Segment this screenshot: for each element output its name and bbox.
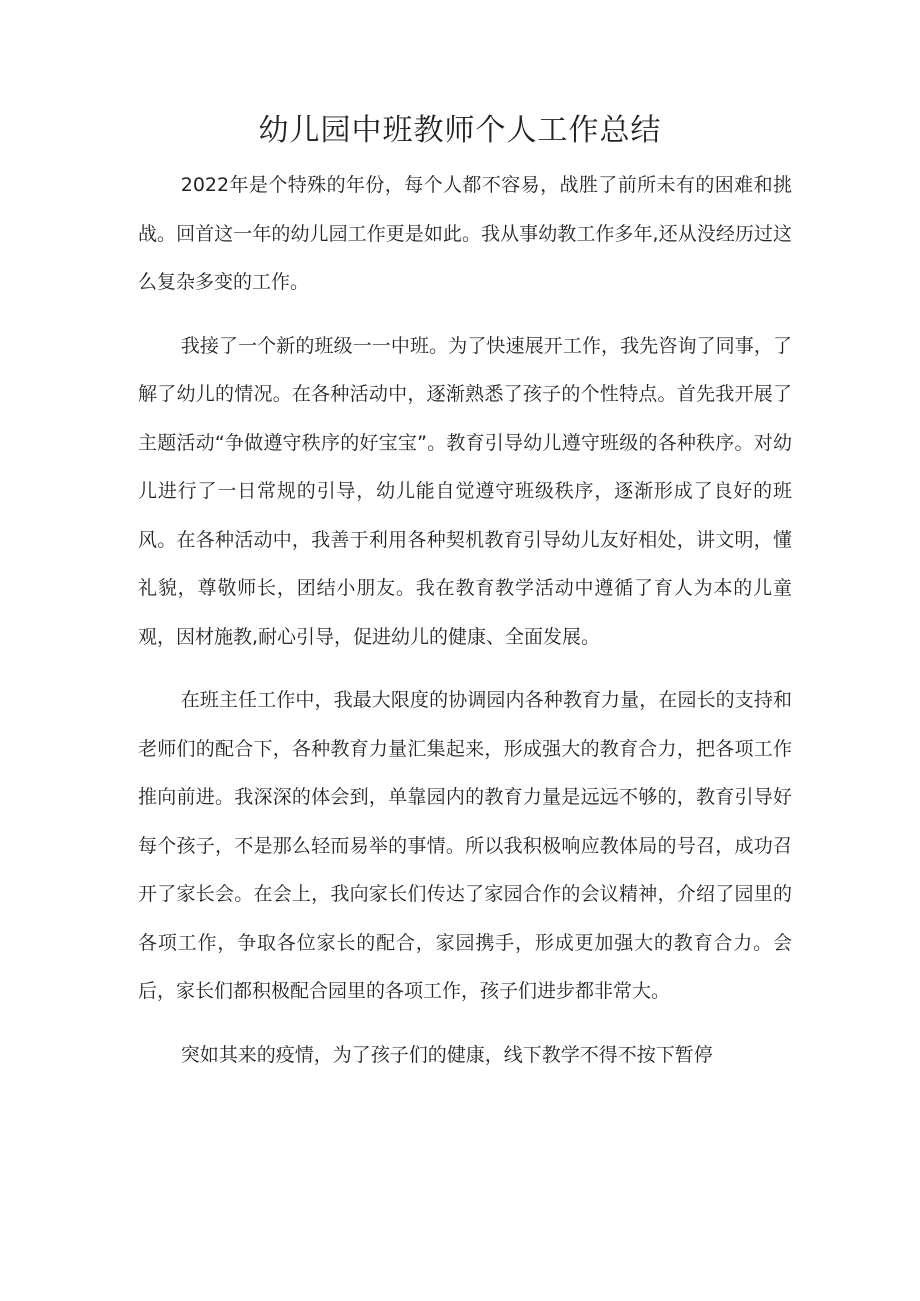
paragraph-4: 突如其来的疫情，为了孩子们的健康，线下教学不得不按下暂停 [180, 1043, 713, 1066]
document-title: 幼儿园中班教师个人工作总结 [258, 113, 662, 148]
paragraph-3: 在班主任工作中，我最大限度的协调园内各种教育力量，在园长的支持和老师们的配合下，各种教育力量汇集起来，形成强大的教育合力，把各项工作推向前进。我深深的体会到，单靠园内的教育力量是远远不够的，教育引导好每个孩子，不是那么轻而易举的事情。所以我积极响应教体局的号召，成功召开了家长会。在会上，我向家长们传达了家园合作的会议精神，介绍了园里的各项工作，争取各位家长的配合，家园携手，形成更加强大的教育合力。会后，家长们都积极配合园里的各项工作，孩子们进步都非常大。 [138, 689, 792, 1002]
paragraph-2: 我接了一个新的班级一一中班。为了快速展开工作，我先咨询了同事，了解了幼儿的情况。在各种活动中，逐渐熟悉了孩子的个性特点。首先我开展了主题活动“争做遵守秩序的好宝宝”。教育引导幼儿遵守班级的各种秩序。对幼儿进行了一日常规的引导，幼儿能自觉遵守班级秩序，逐渐形成了良好的班风。在各种活动中，我善于利用各种契机教育引导幼儿友好相处，讲文明，懂礼貌，尊敬师长，团结小朋友。我在教育教学活动中遵循了育人为本的儿童观，因材施教,耐心引导，促进幼儿的健康、全面发展。 [138, 334, 792, 648]
paragraph-1: 2022年是个特殊的年份，每个人都不容易，战胜了前所未有的困难和挑战。回首这一年的幼儿园工作更是如此。我从事幼教工作多年,还从没经历过这么复杂多变的工作。 [138, 174, 792, 293]
document-body [138, 161, 792, 1094]
